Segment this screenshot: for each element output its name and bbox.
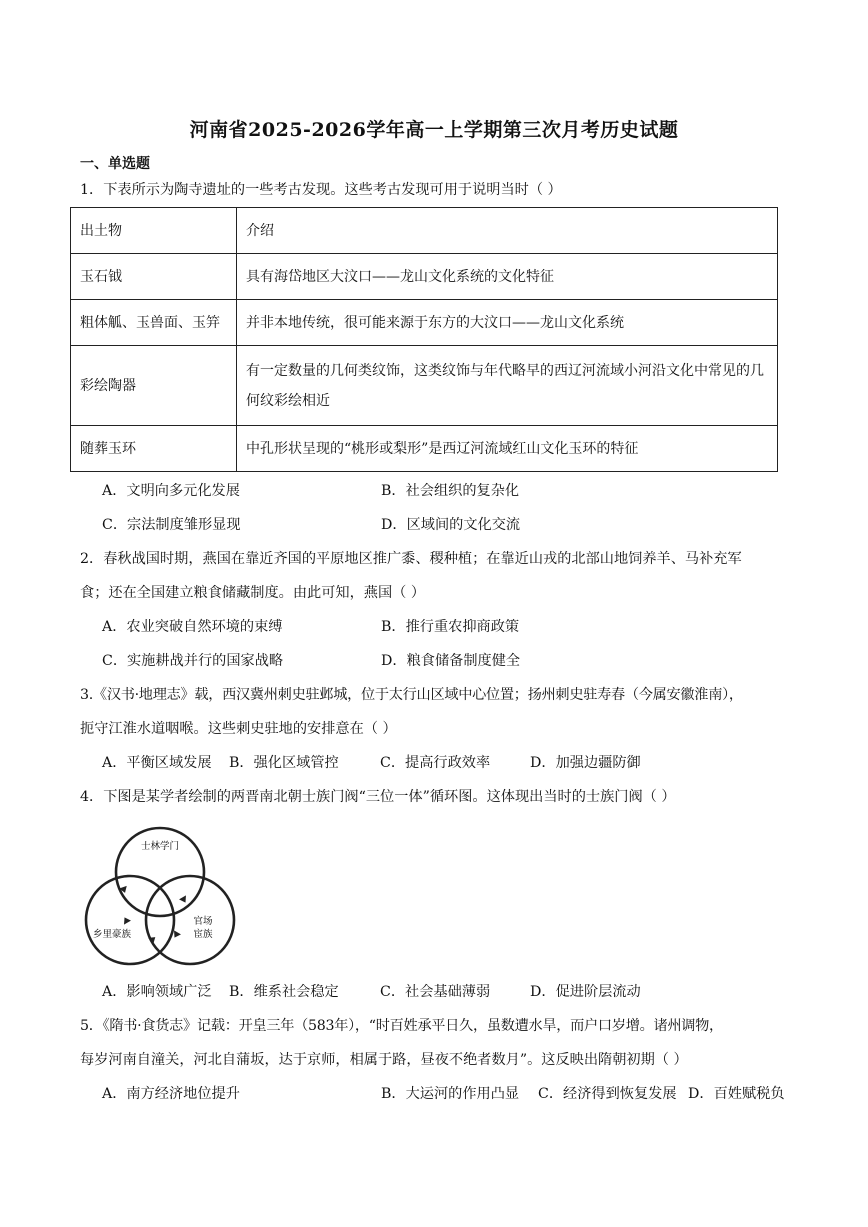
venn-circle-left [86, 876, 174, 964]
option-a[interactable]: A．文明向多元化发展 [102, 483, 240, 499]
option-a[interactable]: A．影响领域广泛 [102, 984, 212, 1000]
table-row [71, 254, 778, 300]
q5-options [102, 1077, 802, 1111]
option-b[interactable]: B．大运河的作用凸显 [381, 1086, 520, 1102]
option-c[interactable]: C．实施耕战并行的国家战略 [102, 653, 284, 669]
q4-stem: 4．下图是某学者绘制的两晋南北朝士族门阀“三位一体”循环图。这体现出当时的士族门阀（ ） [80, 789, 676, 805]
venn-label-left: 乡里豪族 [92, 929, 132, 940]
venn-label-right-2: 宦族 [193, 929, 213, 940]
table-cell: 具有海岱地区大汶口——龙山文化系统的文化特征 [237, 254, 778, 300]
q3-stem-line1: 3.《汉书·地理志》载，西汉冀州刺史驻邺城，位于太行山区域中心位置；扬州刺史驻寿春（今属安徽淮南）， [80, 687, 743, 703]
option-d[interactable]: D．百姓赋税负 [688, 1086, 785, 1102]
q2-options-row2 [102, 644, 802, 678]
table-header-row [71, 208, 778, 254]
option-d[interactable]: D．粮食储备制度健全 [381, 653, 521, 669]
option-c[interactable]: C．社会基础薄弱 [380, 984, 491, 1000]
q2-stem-line1: 2．春秋战国时期，燕国在靠近齐国的平原地区推广黍、稷种植；在靠近山戎的北部山地饲养羊、马补充军 [80, 551, 742, 567]
q1-table [70, 207, 778, 472]
q2-options-row1 [102, 610, 802, 644]
table-row [71, 426, 778, 472]
page-title: 河南省2025-2026学年高一上学期第三次月考历史试题 [189, 119, 679, 141]
option-b[interactable]: B．推行重农抑商政策 [381, 619, 520, 635]
option-b[interactable]: B．强化区域管控 [229, 755, 339, 771]
option-a[interactable]: A．农业突破自然环境的束缚 [102, 619, 283, 635]
q3-stem-line2: 扼守江淮水道咽喉。这些刺史驻地的安排意在（ ） [80, 721, 397, 737]
q2-stem-line2: 食；还在全国建立粮食储藏制度。由此可知，燕国（ ） [80, 585, 426, 601]
table-header-cell: 介绍 [237, 208, 778, 254]
option-b[interactable]: B．社会组织的复杂化 [381, 483, 520, 499]
q1-stem: 1．下表所示为陶寺遗址的一些考古发现。这些考古发现可用于说明当时（ ） [80, 182, 562, 198]
option-a[interactable]: A．平衡区域发展 [102, 755, 212, 771]
table-cell: 并非本地传统，很可能来源于东方的大汶口——龙山文化系统 [237, 300, 778, 346]
q1-options-row1 [102, 474, 802, 508]
option-c[interactable]: C．经济得到恢复发展 [538, 1086, 677, 1102]
q4-venn-diagram [80, 820, 240, 970]
table-cell: 随葬玉环 [71, 426, 237, 472]
table-cell: 玉石钺 [71, 254, 237, 300]
option-d[interactable]: D．区域间的文化交流 [381, 517, 521, 533]
option-c[interactable]: C．提高行政效率 [380, 755, 491, 771]
venn-label-top: 士林学门 [140, 841, 180, 852]
venn-label-right-1: 官场 [193, 916, 213, 927]
q1-options-row2 [102, 508, 802, 542]
option-d[interactable]: D．加强边疆防御 [530, 755, 641, 771]
table-cell: 中孔形状呈现的“桃形或梨形”是西辽河流域红山文化玉环的特征 [237, 426, 778, 472]
table-cell: 彩绘陶器 [71, 346, 237, 426]
table-row [71, 346, 778, 426]
table-header-cell: 出土物 [71, 208, 237, 254]
table-cell: 粗体觚、玉兽面、玉笄 [71, 300, 237, 346]
q4-options [102, 975, 802, 1009]
q5-stem-line2: 每岁河南自潼关，河北自蒲坂，达于京师，相属于路，昼夜不绝者数月”。这反映出隋朝初期（ ） [80, 1052, 688, 1068]
table-row [71, 300, 778, 346]
q3-options [102, 746, 802, 780]
arrow-icon [179, 895, 189, 904]
venn-circle-right [146, 876, 234, 964]
q5-stem-line1: 5．《隋书·食货志》记载：开皇三年（583年），“时百姓承平日久，虽数遭水旱，而户口岁增。诸州调物， [80, 1018, 723, 1034]
table-cell: 有一定数量的几何类纹饰，这类纹饰与年代略早的西辽河流域小河沿文化中常见的几何纹彩绘相近 [237, 346, 778, 426]
option-c[interactable]: C．宗法制度雏形显现 [102, 517, 241, 533]
option-d[interactable]: D．促进阶层流动 [530, 984, 641, 1000]
arrow-icon [121, 915, 131, 924]
option-a[interactable]: A．南方经济地位提升 [102, 1086, 240, 1102]
section-heading: 一、单选题 [80, 156, 150, 172]
option-b[interactable]: B．维系社会稳定 [229, 984, 339, 1000]
